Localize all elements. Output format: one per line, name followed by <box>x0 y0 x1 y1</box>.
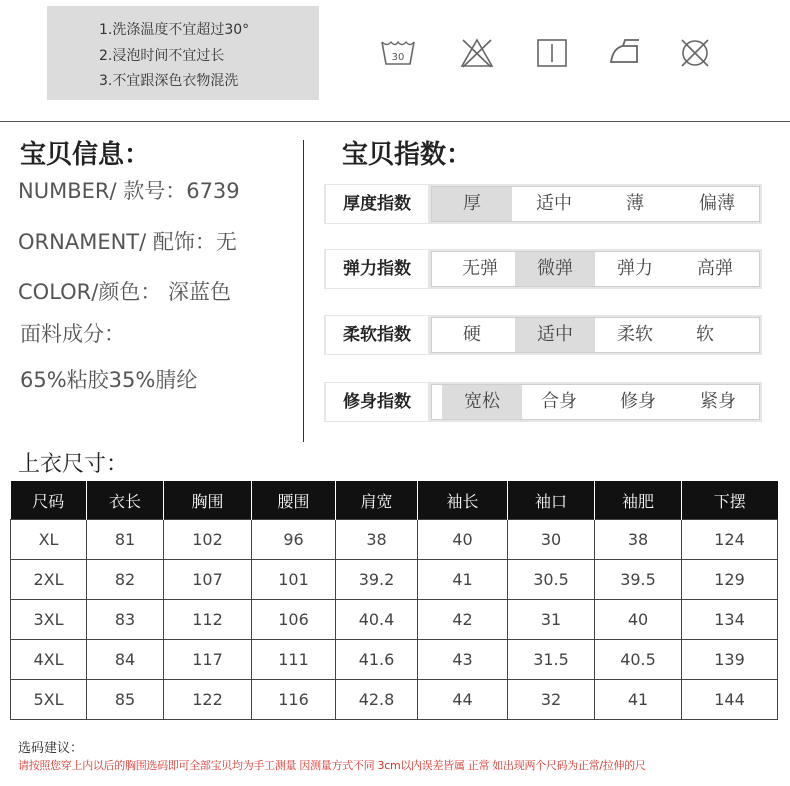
index-option: 适中 <box>536 193 572 214</box>
size-advice-title: 选码建议： <box>18 741 84 756</box>
index-option: 合身 <box>541 391 577 412</box>
no-dry-clean-icon <box>676 36 714 70</box>
table-cell: 40 <box>595 600 682 640</box>
table-cell: 41 <box>418 560 508 600</box>
section-divider <box>0 121 790 122</box>
table-cell: 124 <box>682 520 778 560</box>
table-cell: 38 <box>336 520 418 560</box>
table-cell: 38 <box>595 520 682 560</box>
table-cell: 122 <box>164 680 252 720</box>
line-dry-icon <box>533 36 571 70</box>
table-cell: 85 <box>87 680 164 720</box>
table-cell: 40.4 <box>336 600 418 640</box>
no-bleach-icon <box>458 36 496 70</box>
index-option: 紧身 <box>700 391 736 412</box>
table-cell: 39.2 <box>336 560 418 600</box>
table-cell: 83 <box>87 600 164 640</box>
table-cell: 41.6 <box>336 640 418 680</box>
table-cell: 117 <box>164 640 252 680</box>
table-cell: 43 <box>418 640 508 680</box>
table-cell: 84 <box>87 640 164 680</box>
table-cell: 144 <box>682 680 778 720</box>
care-line-1: 1.洗涤温度不宜超过30° <box>99 22 250 38</box>
table-cell: 81 <box>87 520 164 560</box>
index-option: 柔软 <box>617 324 653 345</box>
table-cell: 101 <box>252 560 336 600</box>
index-option: 硬 <box>463 324 481 345</box>
column-header: 胸围 <box>164 481 252 520</box>
index-option: 偏薄 <box>699 193 735 214</box>
table-row <box>11 640 778 680</box>
index-option: 软 <box>696 324 714 345</box>
size-table-title: 上衣尺寸： <box>18 452 129 477</box>
iron-icon <box>607 36 645 70</box>
table-cell: 42 <box>418 600 508 640</box>
table-cell: 40.5 <box>595 640 682 680</box>
table-cell: 102 <box>164 520 252 560</box>
product-ornament: ORNAMENT/ 配饰：无 <box>18 230 237 254</box>
elasticity-index-label: 弹力指数 <box>326 250 428 288</box>
table-cell: 107 <box>164 560 252 600</box>
column-header: 袖口 <box>508 481 595 520</box>
table-cell: 116 <box>252 680 336 720</box>
index-option: 宽松 <box>442 385 522 419</box>
index-option: 厚 <box>432 187 512 221</box>
table-cell: XL <box>11 520 87 560</box>
care-instructions-box <box>47 6 319 100</box>
table-cell: 4XL <box>11 640 87 680</box>
column-header: 袖肥 <box>595 481 682 520</box>
table-cell: 2XL <box>11 560 87 600</box>
column-header: 袖长 <box>418 481 508 520</box>
table-cell: 32 <box>508 680 595 720</box>
care-line-2: 2.浸泡时间不宜过长 <box>99 48 225 64</box>
table-cell: 41 <box>595 680 682 720</box>
column-header: 腰围 <box>252 481 336 520</box>
table-row <box>11 520 778 560</box>
table-cell: 39.5 <box>595 560 682 600</box>
table-cell: 106 <box>252 600 336 640</box>
column-divider <box>303 140 304 442</box>
table-cell: 31 <box>508 600 595 640</box>
table-cell: 112 <box>164 600 252 640</box>
fit-index-options <box>431 384 760 420</box>
column-header: 尺码 <box>11 481 87 520</box>
index-option: 薄 <box>626 193 644 214</box>
table-row <box>11 560 778 600</box>
index-option: 无弹 <box>462 258 498 279</box>
index-option: 适中 <box>515 318 595 352</box>
index-option: 高弹 <box>697 258 733 279</box>
table-row <box>11 680 778 720</box>
wash-30-icon <box>379 36 417 70</box>
column-header: 肩宽 <box>336 481 418 520</box>
table-cell: 96 <box>252 520 336 560</box>
table-cell: 129 <box>682 560 778 600</box>
product-color: COLOR/颜色： 深蓝色 <box>18 280 232 304</box>
table-cell: 30 <box>508 520 595 560</box>
thickness-index-label: 厚度指数 <box>326 185 428 223</box>
softness-index-label: 柔软指数 <box>326 316 428 354</box>
table-header-row <box>11 481 778 520</box>
table-cell: 31.5 <box>508 640 595 680</box>
fabric-value: 65%粘胶35%腈纶 <box>20 368 198 392</box>
thickness-index-options <box>431 186 760 222</box>
table-cell: 30.5 <box>508 560 595 600</box>
table-cell: 3XL <box>11 600 87 640</box>
table-cell: 134 <box>682 600 778 640</box>
fit-index-label: 修身指数 <box>326 383 428 421</box>
table-row <box>11 600 778 640</box>
svg-text:30: 30 <box>391 52 405 63</box>
index-option: 弹力 <box>617 258 653 279</box>
column-header: 衣长 <box>87 481 164 520</box>
product-index-title: 宝贝指数： <box>342 140 473 170</box>
table-cell: 5XL <box>11 680 87 720</box>
table-cell: 42.8 <box>336 680 418 720</box>
size-advice-text: 请按照您穿上内以后的胸围选码即可全部宝贝均为手工测量 因测量方式不同 3cm以内误差皆属 正常 如出现两个尺码为正常/拉伸的尺 <box>18 759 646 772</box>
softness-index-options <box>431 317 760 353</box>
size-table <box>10 481 778 720</box>
table-cell: 40 <box>418 520 508 560</box>
fabric-label: 面料成分： <box>20 322 125 346</box>
index-option: 修身 <box>620 391 656 412</box>
elasticity-index-options <box>431 251 760 287</box>
table-cell: 139 <box>682 640 778 680</box>
table-cell: 111 <box>252 640 336 680</box>
care-line-3: 3.不宜跟深色衣物混洗 <box>99 73 239 89</box>
index-option: 微弹 <box>515 252 595 286</box>
product-number: NUMBER/ 款号：6739 <box>18 179 240 203</box>
table-cell: 82 <box>87 560 164 600</box>
product-info-title: 宝贝信息： <box>20 140 151 170</box>
column-header: 下摆 <box>682 481 778 520</box>
table-cell: 44 <box>418 680 508 720</box>
